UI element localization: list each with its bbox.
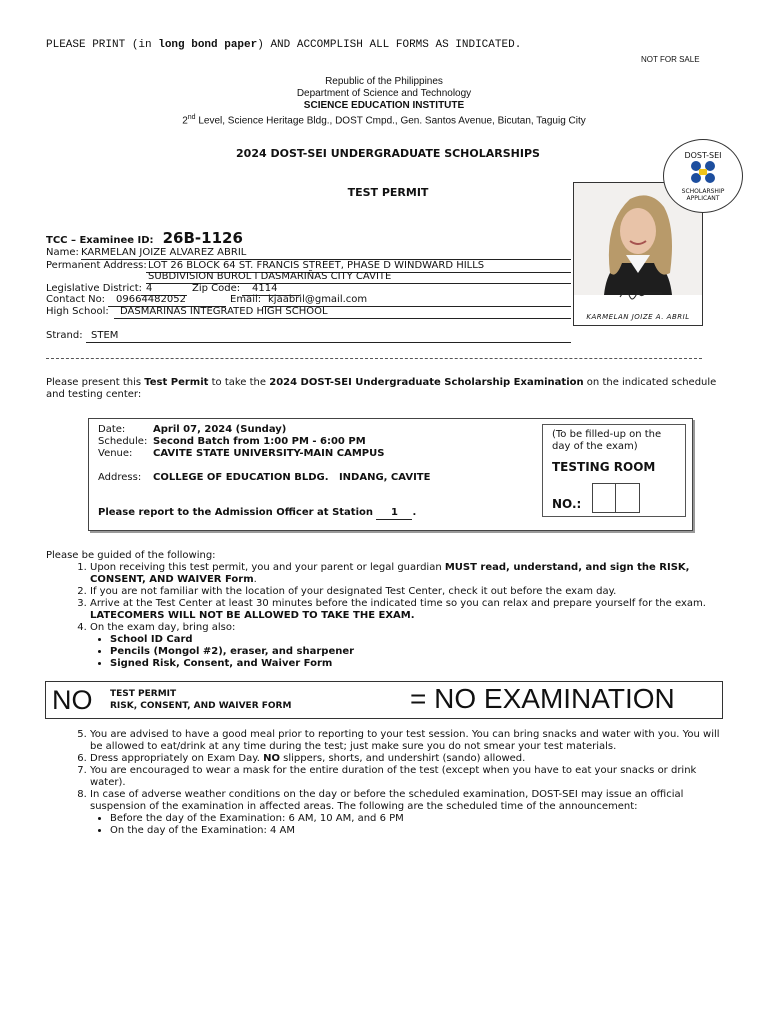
strand-field: STEM bbox=[86, 330, 571, 343]
contact-field: 09664482052 bbox=[108, 294, 226, 307]
testing-room-title: TESTING ROOM bbox=[552, 460, 656, 474]
no-examination-box bbox=[45, 681, 723, 719]
contact-label: Contact No: bbox=[46, 294, 106, 305]
school-label: High School: bbox=[46, 306, 109, 317]
institute-line: SCIENCE EDUCATION INSTITUTE bbox=[303, 100, 465, 111]
district-label: Legislative District: bbox=[46, 283, 143, 294]
testing-room-box bbox=[542, 424, 686, 517]
signature-name: KARMELAN JOIZE A. ABRIL bbox=[586, 313, 690, 321]
address-field-line1: LOT 26 BLOCK 64 ST. FRANCIS STREET, PHASE D WINDWARD HILLS bbox=[146, 260, 571, 273]
zip-field: 4114 bbox=[242, 283, 300, 296]
email-field: kjaabril@gmail.com bbox=[263, 294, 571, 307]
name-field: KARMELAN JOIZE ALVAREZ ABRIL bbox=[81, 247, 571, 260]
guided-item-3: 3. Arrive at the Test Center at least 30 minutes before the indicated time so you can relax and prepare yourself for the exam. LATECOMERS WILL NOT BE ALLOWED TO TAKE THE EXAM. bbox=[90, 598, 706, 622]
guided-item-5: 5. You are advised to have a good meal prior to reporting to your test session. You can bring snacks and water with you. You will be allowed to eat/drink at any time during the test; just make sure you do not smear your test materials. bbox=[90, 729, 726, 753]
schedule-label: Schedule: bbox=[98, 436, 148, 447]
schedule-details bbox=[98, 424, 384, 460]
venue-address-label: Address: bbox=[98, 472, 142, 483]
exam-date: April 07, 2024 (Sunday) bbox=[153, 424, 287, 435]
venue-label: Venue: bbox=[98, 448, 133, 459]
guided-item-7: 7. You are encouraged to wear a mask for the entire duration of the test (except when you have to eat your snacks or drink water). bbox=[90, 765, 726, 789]
guided-intro: Please be guided of the following: bbox=[46, 550, 216, 561]
no-examination-label: = NO EXAMINATION bbox=[410, 683, 675, 714]
not-for-sale-label: NOT FOR SALE bbox=[641, 55, 700, 64]
no-items: TEST PERMIT RISK, CONSENT, AND WAIVER FORM bbox=[110, 689, 292, 711]
document-title: 2024 DOST-SEI UNDERGRADUATE SCHOLARSHIPS bbox=[236, 147, 540, 160]
district-field: 4 bbox=[141, 283, 187, 296]
guided-item-1: 1. Upon receiving this test permit, you and your parent or legal guardian MUST read, understand, and sign the RISK, CONSENT, AND WAIVER Form. bbox=[90, 562, 706, 586]
present-instruction: Please present this Test Permit to take the 2024 DOST-SEI Undergraduate Scholarship Examination on the indicated schedule and testing center: bbox=[46, 377, 717, 400]
cut-line bbox=[46, 358, 702, 359]
zip-label: Zip Code: bbox=[192, 283, 241, 294]
address-field-line2: SUBDIVISION BUROL I DASMARIÑAS CITY CAVITE bbox=[146, 271, 571, 284]
strand-label: Strand: bbox=[46, 330, 83, 341]
examinee-id-label: TCC – Examinee ID: bbox=[46, 235, 154, 246]
exam-schedule: Second Batch from 1:00 PM - 6:00 PM bbox=[153, 436, 366, 447]
guided-item-4: 4. On the exam day, bring also: • School ID Card • Pencils (Mongol #2), eraser, and sharpener • Signed Risk, Consent, and Waiver Form bbox=[90, 622, 706, 670]
bring-item: • School ID Card bbox=[110, 634, 706, 646]
scholarship-badge bbox=[663, 139, 743, 213]
room-number-box bbox=[592, 483, 640, 513]
no-label: NO bbox=[52, 685, 93, 715]
room-note: (To be filled-up on the day of the exam) bbox=[552, 429, 662, 452]
dost-logo-icon bbox=[688, 160, 718, 184]
room-number-label: NO.: bbox=[552, 497, 582, 511]
guided-list bbox=[46, 562, 706, 670]
guided-item-6: 6. Dress appropriately on Exam Day. NO slippers, shorts, and undershirt (sando) allowed. bbox=[90, 753, 726, 765]
institute-address: 2nd Level, Science Heritage Bldg., DOST Cmpd., Gen. Santos Avenue, Bicutan, Taguig City bbox=[182, 114, 586, 127]
document-subtitle: TEST PERMIT bbox=[347, 186, 429, 199]
more-instructions-list bbox=[46, 729, 726, 837]
address-label: Permanent Address: bbox=[46, 260, 147, 271]
guided-item-2: 2. If you are not familiar with the location of your designated Test Center, check it out before the exam day. bbox=[90, 586, 706, 598]
bring-item: • Pencils (Mongol #2), eraser, and sharpener bbox=[110, 646, 706, 658]
station-number: 1 bbox=[376, 507, 412, 520]
school-field-extra-line bbox=[114, 318, 571, 319]
date-label: Date: bbox=[98, 424, 126, 435]
examinee-id-value: 26B-1126 bbox=[162, 229, 243, 247]
print-instruction: PLEASE PRINT (in long bond paper) AND ACCOMPLISH ALL FORMS AS INDICATED. bbox=[46, 39, 522, 51]
badge-top-text: DOST-SEI bbox=[684, 151, 722, 160]
bring-item: • Signed Risk, Consent, and Waiver Form bbox=[110, 658, 706, 670]
email-label: Email: bbox=[230, 294, 262, 305]
badge-bottom-text: SCHOLARSHIP APPLICANT bbox=[681, 188, 725, 202]
guided-item-8: 8. In case of adverse weather conditions on the day or before the scheduled examination, DOST-SEI may issue an official suspension of the examination in affected areas. The following are the scheduled time of the announcement: • Before the day of the Examination: 6 AM, 10 AM, and 6 PM • On the day of the Examination: 4 AM bbox=[90, 789, 726, 837]
examinee-id-row bbox=[46, 228, 243, 247]
department-line: Department of Science and Technology bbox=[296, 88, 472, 99]
announcement-time: • On the day of the Examination: 4 AM bbox=[110, 825, 726, 837]
announcement-time: • Before the day of the Examination: 6 AM, 10 AM, and 6 PM bbox=[110, 813, 726, 825]
republic-line: Republic of the Philippines bbox=[325, 76, 443, 87]
letterhead bbox=[0, 76, 768, 127]
school-field: DASMARINAS INTEGRATED HIGH SCHOOL bbox=[114, 306, 571, 319]
report-instruction: Please report to the Admission Officer at Station 1 . bbox=[98, 507, 417, 518]
exam-venue: CAVITE STATE UNIVERSITY-MAIN CAMPUS bbox=[153, 448, 385, 459]
venue-address-row bbox=[98, 472, 430, 484]
venue-address: COLLEGE OF EDUCATION BLDG. INDANG, CAVITE bbox=[153, 472, 431, 483]
name-label: Name: bbox=[46, 247, 79, 258]
